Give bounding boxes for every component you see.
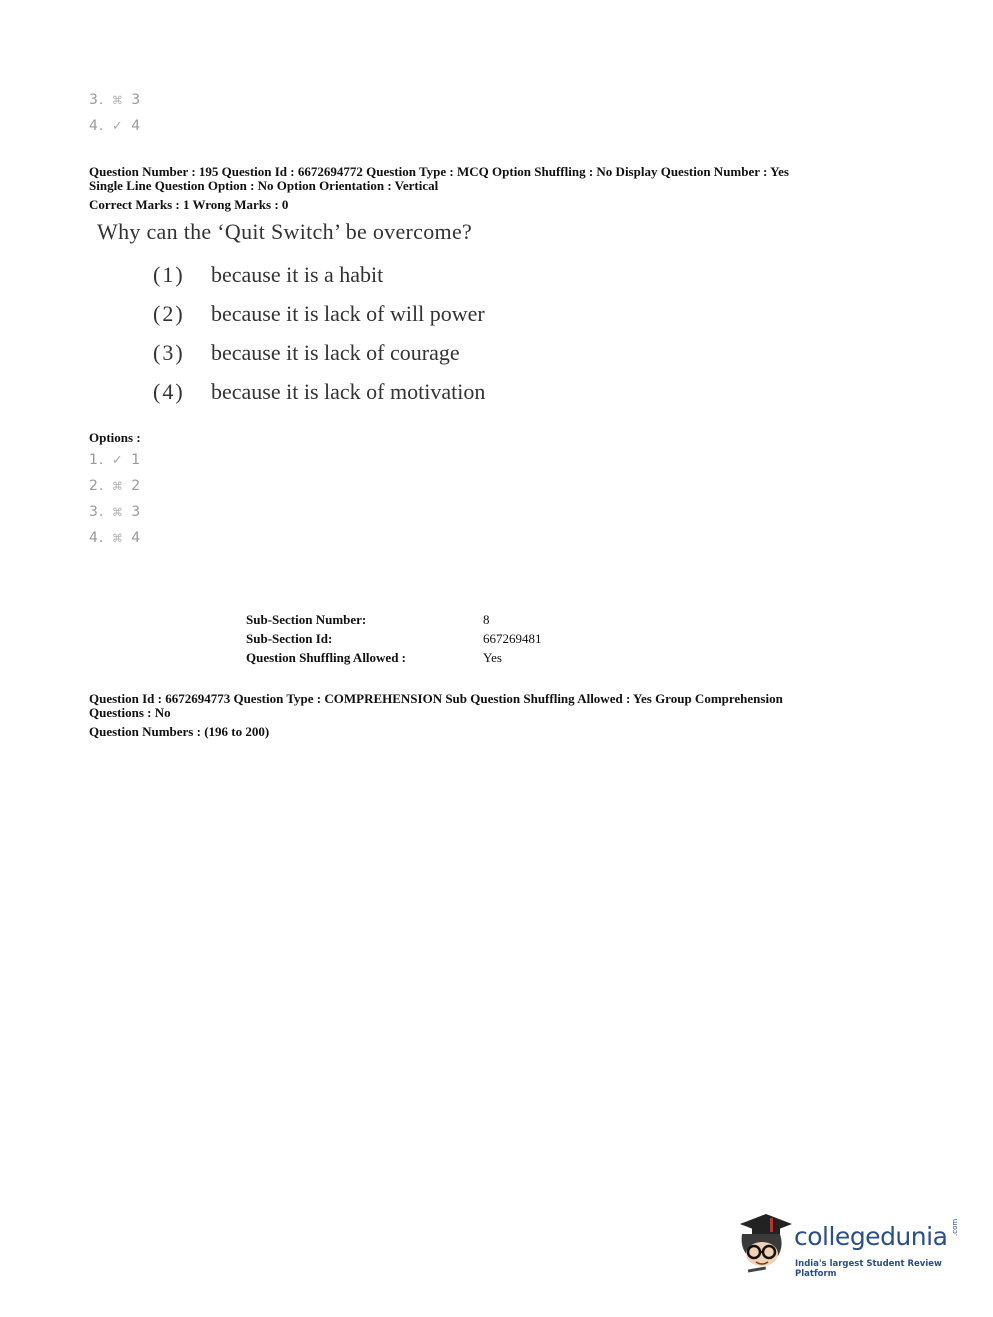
choice-number: (3) bbox=[153, 340, 185, 365]
prev-option-3 bbox=[89, 92, 141, 108]
comprehension-meta-line2: Questions : No bbox=[89, 705, 171, 720]
option-number: 3. bbox=[89, 92, 105, 108]
comprehension-numbers: Question Numbers : (196 to 200) bbox=[89, 724, 270, 739]
options-label: Options : bbox=[89, 430, 141, 445]
option-label: 1 bbox=[131, 452, 142, 468]
option-3 bbox=[89, 504, 141, 520]
choice-number: (2) bbox=[153, 301, 185, 326]
option-label: 2 bbox=[131, 478, 142, 494]
choice-text: because it is a habit bbox=[211, 262, 384, 287]
choice-text: because it is lack of motivation bbox=[211, 379, 486, 404]
option-label: 4 bbox=[131, 118, 142, 134]
logo-wordmark: collegedunia bbox=[794, 1222, 948, 1251]
option-label: 3 bbox=[131, 504, 142, 520]
mascot-icon bbox=[734, 1210, 794, 1282]
subsection-number-label: Sub-Section Number: bbox=[246, 612, 367, 627]
subsection-id-label: Sub-Section Id: bbox=[246, 631, 333, 646]
logo-suffix: .com bbox=[951, 1218, 959, 1236]
choice-4 bbox=[153, 379, 485, 405]
comprehension-meta-line1: Question Id : 6672694773 Question Type : COMPREHENSION Sub Question Shuffling Allowed : Yes Group Comprehension bbox=[89, 691, 783, 706]
option-number: 1. bbox=[89, 452, 105, 468]
subsection-id-value: 667269481 bbox=[483, 631, 542, 646]
option-number: 3. bbox=[89, 504, 105, 520]
choice-text: because it is lack of will power bbox=[211, 301, 485, 326]
choice-1 bbox=[153, 262, 383, 288]
option-number: 4. bbox=[89, 530, 105, 546]
option-2 bbox=[89, 478, 141, 494]
wrong-icon: ⌘ bbox=[111, 506, 124, 519]
wrong-icon: ⌘ bbox=[111, 94, 124, 107]
choice-number: (4) bbox=[153, 379, 185, 404]
logo-tagline: India's largest Student Review Platform bbox=[795, 1259, 942, 1279]
choice-2 bbox=[153, 301, 485, 327]
question-meta-line2: Single Line Question Option : No Option Orientation : Vertical bbox=[89, 178, 439, 193]
question-marks: Correct Marks : 1 Wrong Marks : 0 bbox=[89, 197, 289, 212]
question-meta-line1: Question Number : 195 Question Id : 6672694772 Question Type : MCQ Option Shuffling : No Display Question Number : Yes bbox=[89, 164, 789, 179]
wrong-icon: ⌘ bbox=[111, 480, 124, 493]
question-text: Why can the ‘Quit Switch’ be overcome? bbox=[97, 219, 473, 244]
option-1 bbox=[89, 452, 141, 468]
subsection-shuffle-label: Question Shuffling Allowed : bbox=[246, 650, 407, 665]
choice-text: because it is lack of courage bbox=[211, 340, 460, 365]
subsection-shuffle-value: Yes bbox=[483, 650, 502, 665]
option-number: 2. bbox=[89, 478, 105, 494]
wrong-icon: ⌘ bbox=[111, 532, 124, 545]
choice-number: (1) bbox=[153, 262, 185, 287]
option-number: 4. bbox=[89, 118, 105, 134]
prev-option-4 bbox=[89, 118, 141, 134]
option-label: 4 bbox=[131, 530, 142, 546]
collegedunia-logo bbox=[734, 1210, 964, 1282]
option-4 bbox=[89, 530, 141, 546]
subsection-number-value: 8 bbox=[483, 612, 490, 627]
choice-3 bbox=[153, 340, 460, 366]
check-icon: ✓ bbox=[111, 119, 124, 134]
check-icon: ✓ bbox=[111, 453, 124, 468]
option-label: 3 bbox=[131, 92, 142, 108]
